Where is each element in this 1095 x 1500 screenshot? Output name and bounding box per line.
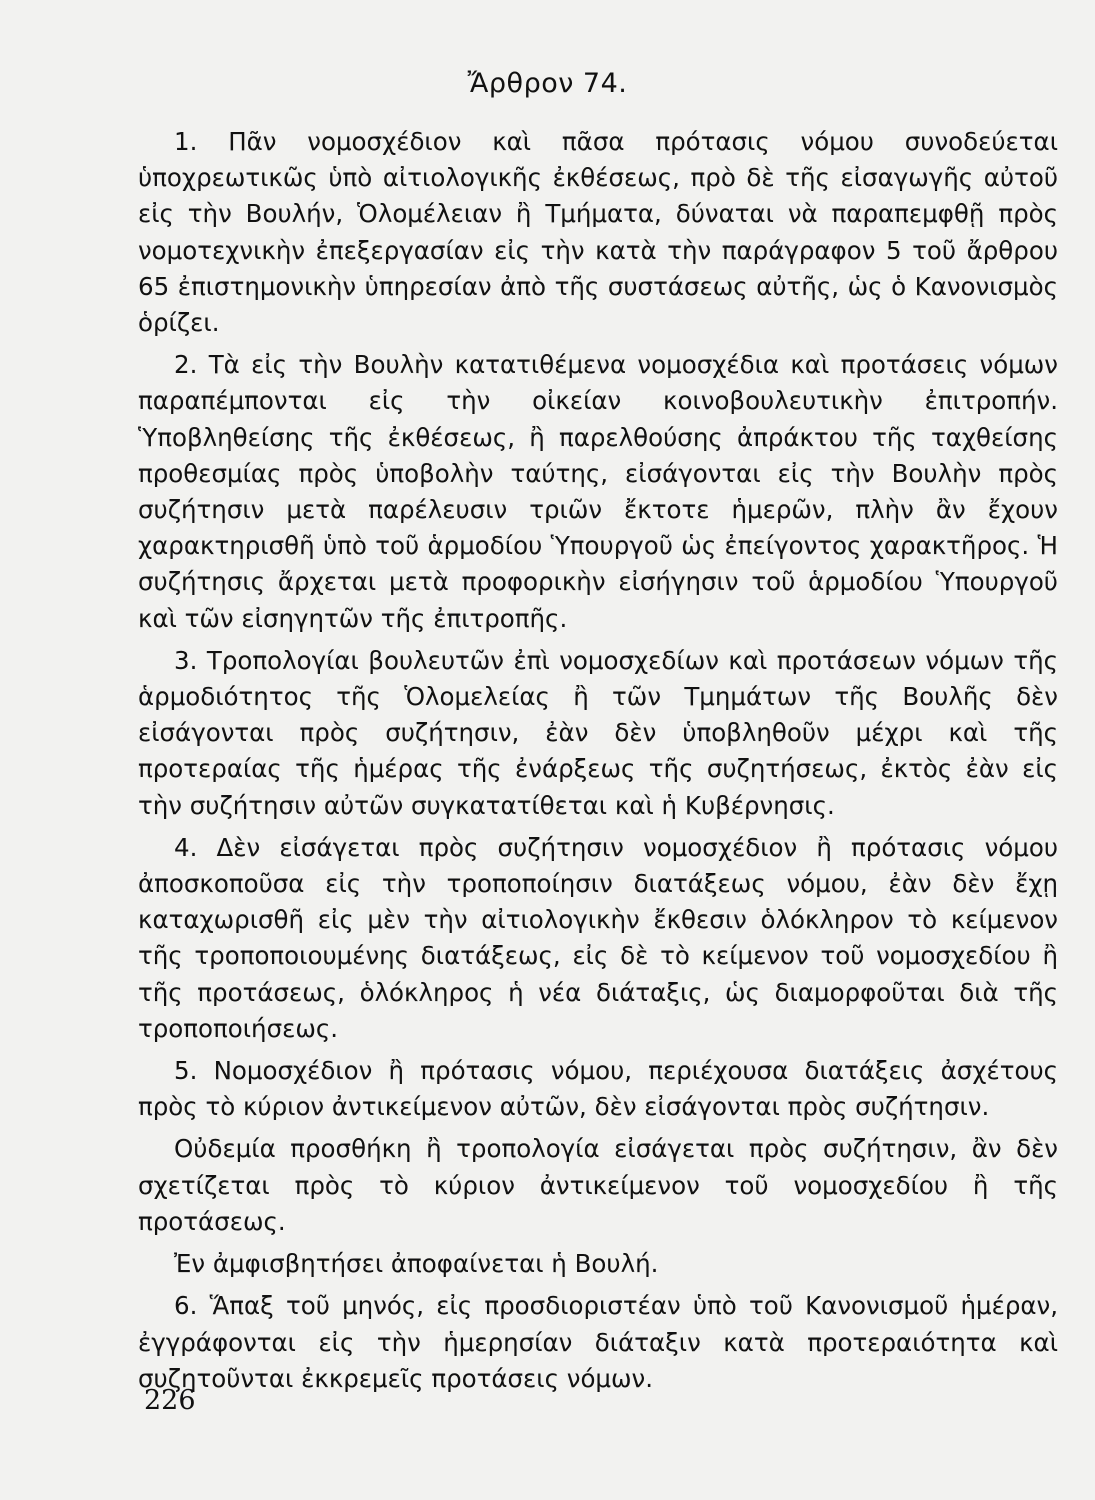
paragraph-4: 4. Δὲν εἰσάγεται πρὸς συζήτησιν νομοσχέδιον ἢ πρότασις νόμου ἀποσκοποῦσα εἰς τὴν τροποποίησιν διατάξεως νόμου, ἐὰν δὲν ἔχῃ καταχωρισθῆ εἰς μὲν τὴν αἰτιολογικὴν ἔκθεσιν ὁλόκληρον τὸ κείμενον τῆς τροποποιουμένης διατάξεως, εἰς δὲ τὸ κείμενον τοῦ νομοσχεδίου ἢ τῆς προτάσεως, ὁλόκληρος ἡ νέα διάταξις, ὡς διαμορφοῦται διὰ τῆς τροποποιήσεως. [138, 832, 1058, 1043]
paragraph-5: 5. Νομοσχέδιον ἢ πρότασις νόμου, περιέχουσα διατάξεις ἀσχέτους πρὸς τὸ κύριον ἀντικείμενον αὐτῶν, δὲν εἰσάγονται πρὸς συζήτησιν. [138, 1056, 1058, 1122]
article-heading: Ἄρθρον 74. [467, 68, 628, 99]
paragraph-2: 2. Τὰ εἰς τὴν Βουλὴν κατατιθέμενα νομοσχέδια καὶ προτάσεις νόμων παραπέμπονται εἰς τὴν οἰκείαν κοινοβουλευτικὴν ἐπιτροπήν. Ὑποβληθείσης τῆς ἐκθέσεως, ἢ παρελθούσης ἀπράκτου τῆς ταχθείσης προθεσμίας πρὸς ὑποβολὴν ταύτης, εἰσάγονται εἰς τὴν Βουλὴν πρὸς συζήτησιν μετὰ παρέλευσιν τριῶν ἔκτοτε ἡμερῶν, πλὴν ἂν ἔχουν χαρακτηρισθῆ ὑπὸ τοῦ ἁρμοδίου Ὑπουργοῦ ὡς ἐπείγοντος χαρακτῆρος. Ἡ συζήτησις ἄρχεται μετὰ προφορικὴν εἰσήγησιν τοῦ ἁρμοδίου Ὑπουργοῦ καὶ τῶν εἰσηγητῶν τῆς ἐπιτροπῆς. [138, 350, 1058, 633]
article-body [138, 124, 1058, 1403]
page-number: 226 [144, 1385, 196, 1416]
paragraph-5-dispute: Ἐν ἀμφισβητήσει ἀποφαίνεται ἡ Βουλή. [174, 1249, 659, 1279]
paragraph-5-continued: Οὐδεμία προσθήκη ἢ τροπολογία εἰσάγεται πρὸς συζήτησιν, ἂν δὲν σχετίζεται πρὸς τὸ κύριον ἀντικείμενον τοῦ νομοσχεδίου ἢ τῆς προτάσεως. [138, 1134, 1058, 1236]
paragraph-1: 1. Πᾶν νομοσχέδιον καὶ πᾶσα πρότασις νόμου συνοδεύεται ὑποχρεωτικῶς ὑπὸ αἰτιολογικῆς ἐκθέσεως, πρὸ δὲ τῆς εἰσαγωγῆς αὐτοῦ εἰς τὴν Βουλήν, Ὁλομέλειαν ἢ Τμήματα, δύναται νὰ παραπεμφθῇ πρὸς νομοτεχνικὴν ἐπεξεργασίαν εἰς τὴν κατὰ τὴν παράγραφον 5 τοῦ ἄρθρου 65 ἐπιστημονικὴν ὑπηρεσίαν ἀπὸ τῆς συστάσεως αὐτῆς, ὡς ὁ Κανονισμὸς ὁρίζει. [138, 127, 1058, 338]
paragraph-3: 3. Τροπολογίαι βουλευτῶν ἐπὶ νομοσχεδίων καὶ προτάσεων νόμων τῆς ἁρμοδιότητος τῆς Ὁλομελείας ἢ τῶν Τμημάτων τῆς Βουλῆς δὲν εἰσάγονται πρὸς συζήτησιν, ἐὰν δὲν ὑποβληθοῦν μέχρι καὶ τῆς προτεραίας τῆς ἡμέρας τῆς ἐνάρξεως τῆς συζητήσεως, ἐκτὸς ἐὰν εἰς τὴν συζήτησιν αὐτῶν συγκατατίθεται καὶ ἡ Κυβέρνησις. [138, 645, 1058, 820]
paragraph-6: 6. Ἅπαξ τοῦ μηνός, εἰς προσδιοριστέαν ὑπὸ τοῦ Κανονισμοῦ ἡμέραν, ἐγγράφονται εἰς τὴν ἡμερησίαν διάταξιν κατὰ προτεραιότητα καὶ συζητοῦνται ἐκκρεμεῖς προτάσεις νόμων. [138, 1291, 1058, 1393]
